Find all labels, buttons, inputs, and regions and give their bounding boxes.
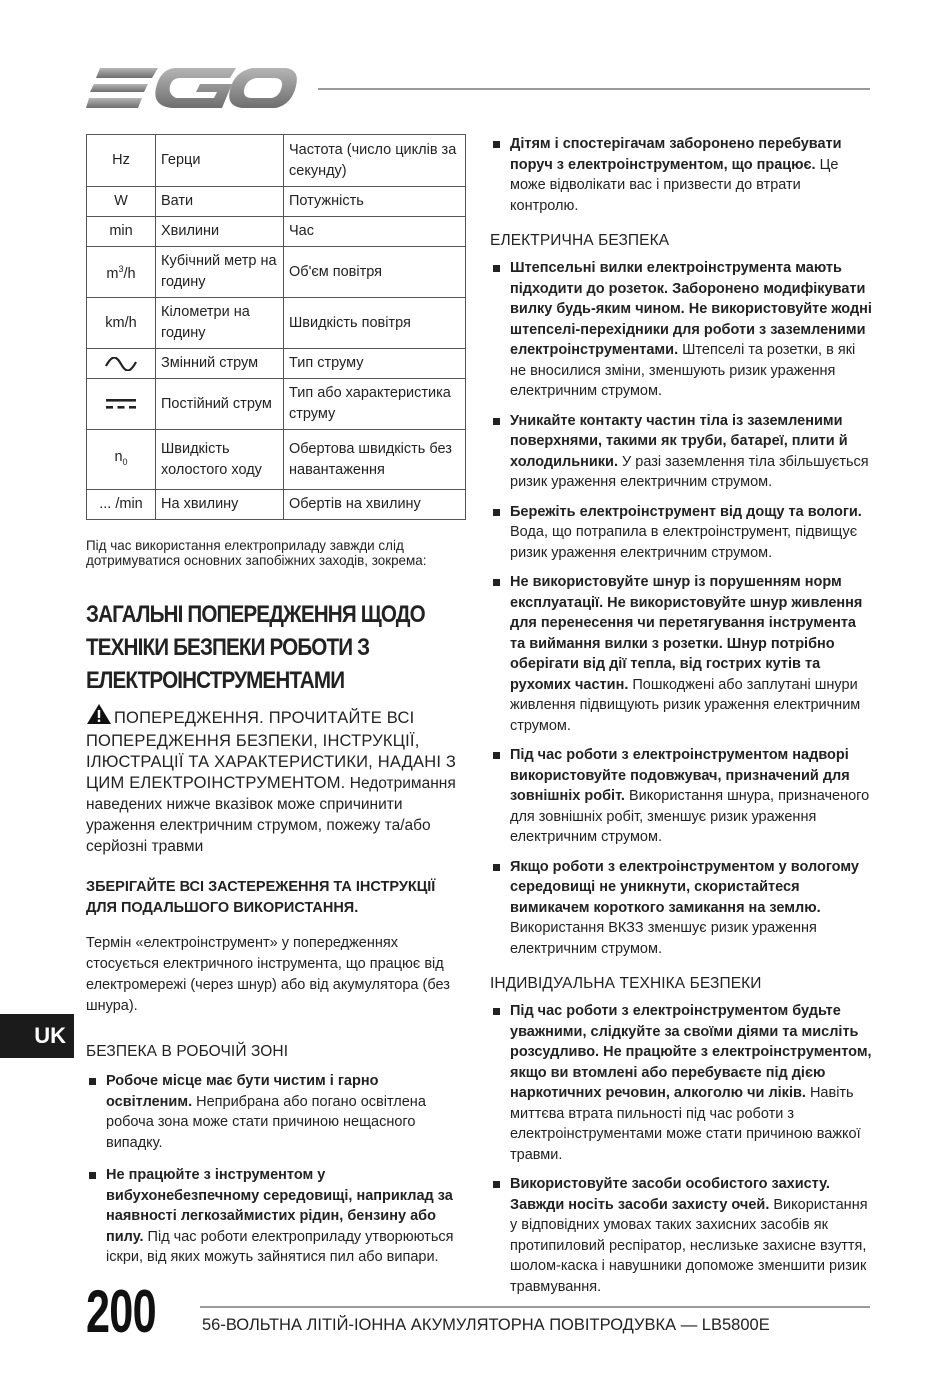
list-item <box>490 134 872 216</box>
unit-name: Змінний струм <box>156 349 284 379</box>
unit-symbol-base: m <box>106 265 119 282</box>
list-item-text: Штепселі та розетки, в які не вносилися зміни, зменшують ризик ураження електричним струмом. <box>510 342 856 399</box>
list-item <box>490 1174 872 1297</box>
list-item-bold: Під час роботи з електроінструментом надворі використовуйте подовжувач, призначений для зовнішніх робіт. <box>510 747 850 804</box>
list-item <box>490 258 872 402</box>
work-area-list <box>86 1071 466 1268</box>
term-text: Термін «електроінструмент» у попередженнях стосується електричного інструмента, що працює від електромережі (через шнур) або від акумулятора (без шнура). <box>86 935 450 1014</box>
unit-meaning: Частота (число циклів за секунду) <box>284 135 466 187</box>
list-item-text: У разі заземлення тіла збільшується ризик ураження електричним струмом. <box>510 453 869 490</box>
unit-meaning: Тип струму <box>284 349 466 379</box>
list-item <box>490 745 872 848</box>
list-item-text: Неприбрана або погано освітлена робоча зона може стати причиною нещасного випадку. <box>106 1093 426 1151</box>
unit-symbol: ... /min <box>87 490 156 520</box>
unit-name: Кубічний метр на годину <box>156 247 284 298</box>
section-heading-work-area: БЕЗПЕКА В РОБОЧІЙ ЗОНІ <box>86 1043 289 1060</box>
unit-meaning: Швидкість повітря <box>284 298 466 349</box>
unit-symbol-sub: 0 <box>122 456 128 467</box>
unit-symbol: min <box>87 217 156 247</box>
list-item-bold: Якщо роботи з електроінструментом у вологому середовищі не уникнути, скористайтеся вимикачем короткого замикання на землю. <box>510 858 859 916</box>
warning-block <box>86 703 466 857</box>
unit-symbol <box>87 430 156 490</box>
list-item-text: Використання шнура, призначеного для зовнішніх робіт, зменшує ризик ураження електричним струмом. <box>510 788 870 845</box>
list-item <box>490 1001 872 1165</box>
unit-name: На хвилину <box>156 490 284 520</box>
list-item-bold: Уникайте контакту частин тіла із заземленими поверхнями, такими як труби, батареї, плити й холодильники. <box>510 412 848 470</box>
list-item-text: Використання ВКЗЗ зменшує ризик ураження електричним струмом. <box>510 920 817 957</box>
right-column <box>490 134 872 1297</box>
unit-meaning: Потужність <box>284 187 466 217</box>
list-item-bold: Робоче місце має бути чистим і гарно освітленим. <box>106 1073 379 1110</box>
unit-symbol: km/h <box>87 298 156 349</box>
work-area-list-continued <box>490 134 872 216</box>
list-item-bold: Використовуйте засоби особистого захисту. Завжди носіть засоби захисту очей. <box>510 1176 830 1213</box>
table-row <box>87 187 466 217</box>
table-row <box>87 379 466 430</box>
save-heading: ЗБЕРІГАЙТЕ ВСІ ЗАСТЕРЕЖЕННЯ ТА ІНСТРУКЦІЇ ДЛЯ ПОДАЛЬШОГО ВИКОРИСТАННЯ. <box>86 879 436 916</box>
list-item <box>490 502 872 564</box>
footer-text: 56-ВОЛЬТНА ЛІТІЙ-ІОННА АКУМУЛЯТОРНА ПОВІТРОДУВКА — LB5800E <box>202 1316 770 1334</box>
left-column <box>86 134 466 1268</box>
list-item <box>490 857 872 960</box>
list-item-text: Використання у відповідних умовах таких захисних засобів як протипиловий респіратор, неслизьке захисне взуття, шолом-каска і навушники допоможе зменшити ризик травмування. <box>510 1196 868 1295</box>
ego-logo-graphic <box>86 64 298 114</box>
list-item-text: Пошкоджені або заплутані шнури живлення підвищують ризик ураження електричним струмом. <box>510 676 861 734</box>
list-item-bold: Дітям і спостерігачам заборонено перебувати поруч з електроінструментом, що працює. <box>510 136 842 173</box>
list-item-bold: Під час роботи з електроінструментом будьте уважними, слідкуйте за своїми діями та мисліть розсудливо. Не працюйте з електроінструментом, якщо ви втомлені або перебуваєте під дією наркотичних речовин, алкоголю чи ліків. <box>510 1003 872 1101</box>
unit-meaning: Тип або характеристика струму <box>284 379 466 430</box>
warning-text: Недотримання наведених нижче вказівок може спричинити ураження електричним струмом, пожежу та/або серйозні травми <box>86 775 456 855</box>
table-row <box>87 298 466 349</box>
unit-symbol <box>87 247 156 298</box>
header-divider <box>318 88 870 90</box>
intro-text: Під час використання електроприладу завжди слід дотримуватися основних запобіжних заходів, зокрема: <box>86 537 427 568</box>
unit-meaning: Час <box>284 217 466 247</box>
unit-name: Швидкість холостого ходу <box>156 430 284 490</box>
list-item <box>490 572 872 736</box>
section-heading-personal: ІНДИВІДУАЛЬНА ТЕХНІКА БЕЗПЕКИ <box>490 975 762 992</box>
section-heading-electrical: ЕЛЕКТРИЧНА БЕЗПЕКА <box>490 232 670 249</box>
units-table <box>86 134 466 520</box>
table-row <box>87 349 466 379</box>
list-item <box>490 411 872 493</box>
list-item-text: Вода, що потрапила в електроінструмент, підвищує ризик ураження електричним струмом. <box>510 524 858 561</box>
ego-logo <box>86 64 298 114</box>
unit-symbol-sup: 3 <box>118 264 124 275</box>
list-item-text: Під час роботи електроприладу утворюються іскри, від яких можуть зайнятися пил або випари. <box>106 1228 454 1265</box>
unit-name: Хвилини <box>156 217 284 247</box>
table-row <box>87 430 466 490</box>
unit-name: Кілометри на годину <box>156 298 284 349</box>
unit-symbol-tail: /h <box>123 265 136 282</box>
table-row <box>87 135 466 187</box>
list-item <box>86 1071 466 1153</box>
list-item-bold: Не використовуйте шнур із порушенням норм експлуатації. Не використовуйте шнур живлення для перенесення чи перетягування інструмента та виймання вилки з розетки. Шнур потрібно оберігати від дії тепла, від гострих кутів та рухомих частин. <box>510 574 863 693</box>
warning-triangle-icon <box>86 703 112 731</box>
list-item-text: Навіть миттєва втрата пильності під час роботи з електроінструментами може стати причиною важкої травми. <box>510 1085 861 1163</box>
electrical-list <box>490 258 872 959</box>
footer-divider <box>200 1306 870 1308</box>
list-item-bold: Бережіть електроінструмент від дощу та вологи. <box>510 503 862 520</box>
table-row <box>87 247 466 298</box>
table-row <box>87 490 466 520</box>
unit-meaning: Обертів на хвилину <box>284 490 466 520</box>
table-row <box>87 217 466 247</box>
unit-name: Вати <box>156 187 284 217</box>
unit-symbol: W <box>87 187 156 217</box>
list-item-bold: Не працюйте з інструментом у вибухонебезпечному середовищі, наприклад за наявності легкозаймистих рідин, бензину або пилу. <box>106 1167 453 1245</box>
main-heading: ЗАГАЛЬНІ ПОПЕРЕДЖЕННЯ ЩОДО ТЕХНІКИ БЕЗПЕКИ РОБОТИ З ЕЛЕКТРОІНСТРУМЕНТАМИ <box>86 601 425 694</box>
list-item <box>86 1165 466 1268</box>
unit-symbol-base: n <box>114 448 123 465</box>
unit-name: Постійний струм <box>156 379 284 430</box>
unit-name: Герци <box>156 135 284 187</box>
direct-current-icon <box>87 379 156 430</box>
list-item-bold: Штепсельні вилки електроінструмента мають підходити до розеток. Заборонено модифікувати вилку будь-яким чином. Не використовуйте жодні штепселі-перехідники для роботи з заземленими електроінструментами. <box>510 260 872 358</box>
list-item-text: Це може відволікати вас і призвести до втрати контролю. <box>510 156 839 214</box>
unit-symbol: Hz <box>87 135 156 187</box>
unit-meaning: Обертова швидкість без навантаження <box>284 430 466 490</box>
warning-caps: ПОПЕРЕДЖЕННЯ. ПРОЧИТАЙТЕ ВСІ ПОПЕРЕДЖЕННЯ БЕЗПЕКИ, ІНСТРУКЦІЇ, ІЛЮСТРАЦІЇ ТА ХАРАКТЕРИСТИКИ, НАДАНІ З ЦИМ ЕЛЕКТРОІНСТРУМЕНТОМ. <box>86 709 457 792</box>
alternating-current-icon <box>87 349 156 379</box>
personal-list <box>490 1001 872 1297</box>
language-tab: UK <box>0 1014 74 1058</box>
unit-meaning: Об'єм повітря <box>284 247 466 298</box>
page-number: 200 <box>86 1278 156 1345</box>
